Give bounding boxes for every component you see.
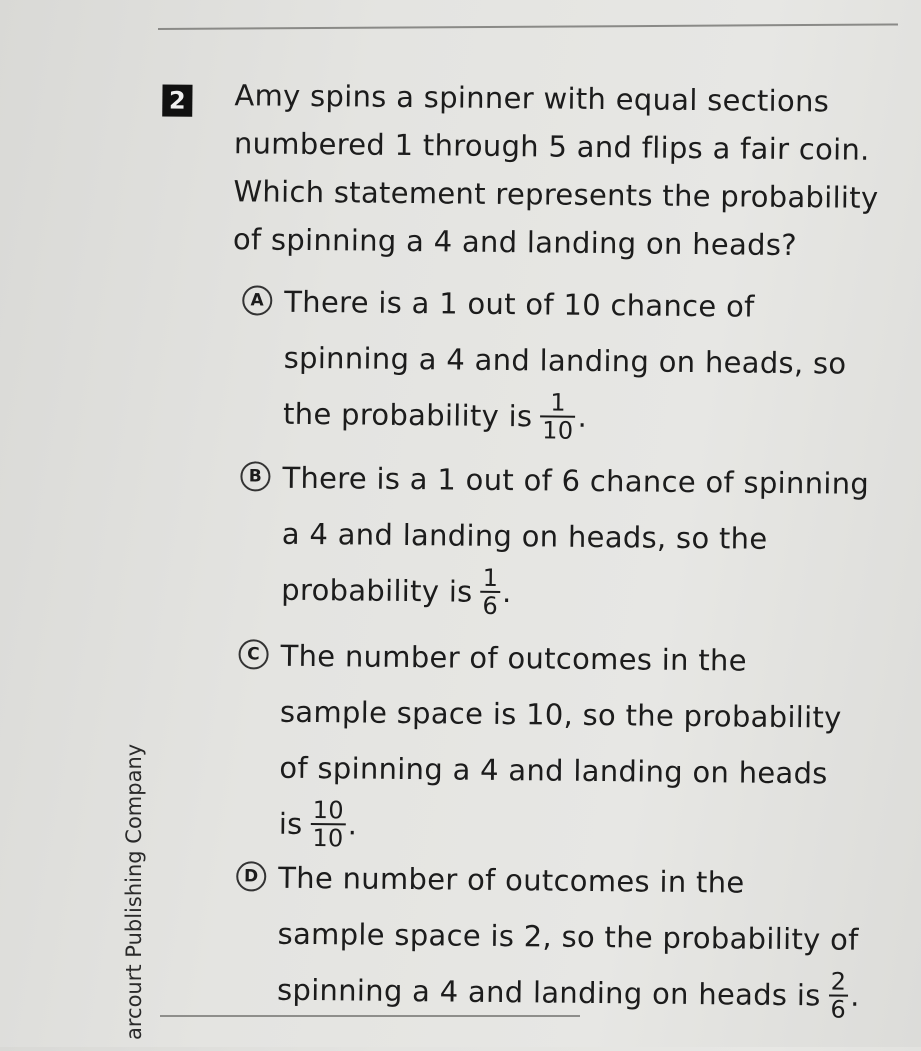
- option-line: probability is: [281, 572, 473, 609]
- option-line: The number of outcomes in the: [278, 860, 745, 900]
- answer-option-d[interactable]: [235, 849, 897, 1025]
- question-line: numbered 1 through 5 and flips a fair coin.: [233, 126, 870, 167]
- fraction-numerator: 10: [311, 797, 346, 825]
- fraction-numerator: 2: [829, 968, 849, 996]
- fraction-denominator: 10: [542, 416, 574, 445]
- question-stem: [233, 71, 905, 270]
- question-number-badge: 2: [162, 84, 192, 116]
- option-period: .: [850, 978, 860, 1013]
- fraction-denominator: 6: [830, 995, 847, 1024]
- option-line: There is a 1 out of 6 chance of spinning: [282, 460, 870, 501]
- option-line: the probability is: [282, 396, 533, 434]
- fraction: [310, 797, 346, 851]
- option-letter-circle[interactable]: B: [240, 461, 270, 491]
- option-period: .: [501, 575, 512, 610]
- fraction: [480, 565, 500, 619]
- question-line: of spinning a 4 and landing on heads?: [232, 222, 798, 263]
- question-line: Amy spins a spinner with equal sections: [234, 78, 830, 119]
- fraction: [828, 968, 848, 1022]
- fraction-denominator: 10: [312, 824, 344, 853]
- answer-option-c[interactable]: [237, 627, 899, 859]
- option-period: .: [577, 399, 588, 434]
- option-letter-circle[interactable]: D: [236, 861, 266, 891]
- option-letter-circle[interactable]: A: [242, 285, 272, 315]
- option-line: sample space is 10, so the probability: [279, 694, 842, 735]
- fraction-numerator: 1: [540, 389, 575, 417]
- option-line: is: [278, 806, 303, 841]
- option-line: a 4 and landing on heads, so the: [281, 516, 768, 556]
- fraction-numerator: 1: [481, 565, 501, 593]
- fraction-denominator: 6: [482, 591, 499, 620]
- answer-option-b[interactable]: [239, 449, 901, 625]
- publisher-credit: arcourt Publishing Company: [122, 743, 146, 1040]
- option-line: There is a 1 out of 10 chance of: [284, 284, 755, 324]
- option-line: spinning a 4 and landing on heads is: [276, 972, 821, 1013]
- option-letter-circle[interactable]: C: [238, 639, 268, 669]
- fraction: [540, 389, 576, 443]
- option-line: The number of outcomes in the: [280, 638, 748, 678]
- option-line: sample space is 2, so the probability of: [277, 916, 859, 957]
- option-period: .: [347, 807, 358, 842]
- question-line: Which statement represents the probability: [233, 174, 879, 215]
- option-line: of spinning a 4 and landing on heads: [279, 750, 828, 791]
- option-line: spinning a 4 and landing on heads, so: [283, 340, 847, 381]
- answer-option-a[interactable]: [241, 273, 903, 449]
